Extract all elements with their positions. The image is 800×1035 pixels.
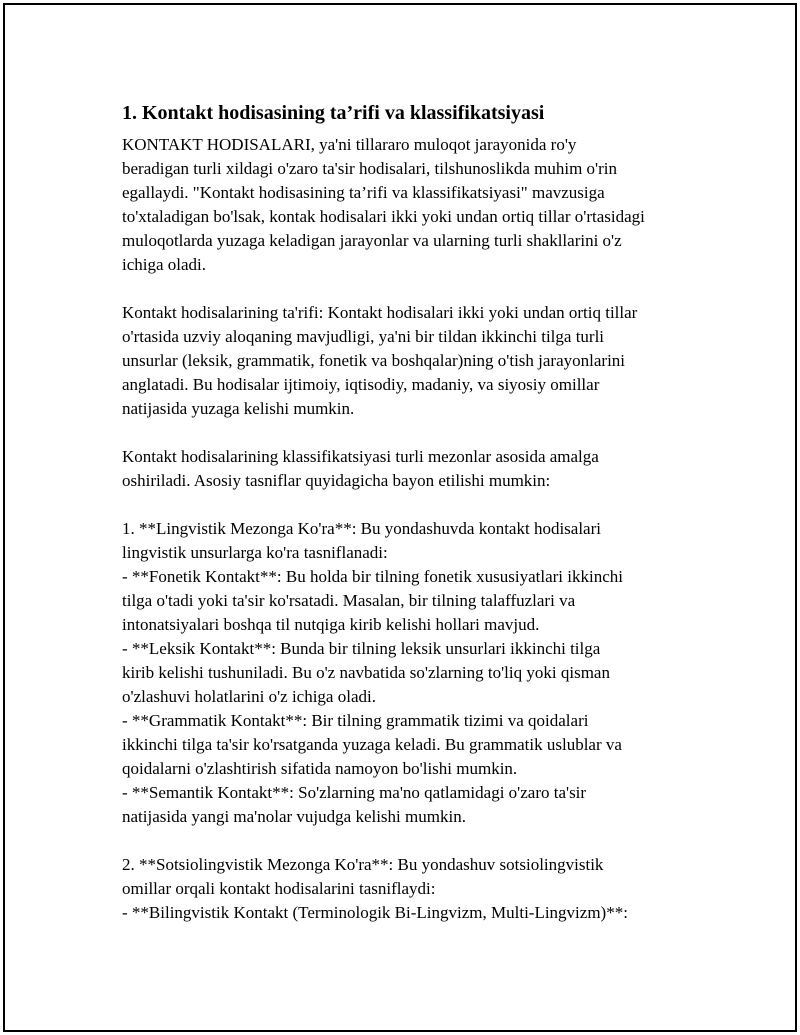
document-title: 1. Kontakt hodisasining ta’rifi va klassifikatsiyasi — [122, 102, 545, 124]
paragraph-definition: Kontakt hodisalarining ta'rifi: Kontakt hodisalari ikki yoki undan ortiq tillar o'rtasida uzviy aloqaning mavjudligi, ya'ni bir tildan ikkinchi tilga turli unsurlar (leksik, grammatik, fonetik va boshqalar)ning o'tish jarayonlarini anglatadi. Bu hodisalar ijtimoiy, iqtisodiy, madaniy, va siyosiy omillar natijasida yuzaga kelishi mumkin. — [122, 303, 638, 418]
paragraph-sociolinguistic-criteria: 2. **Sotsiolingvistik Mezonga Ko'ra**: Bu yondashuv sotsiolingvistik omillar orqali kontakt hodisalarini tasniflaydi: - **Bilingvistik Kontakt (Terminologik Bi-Lingvizm, Multi-Lingvizm)**: — [122, 855, 628, 922]
paragraph-intro: KONTAKT HODISALARI, ya'ni tillararo muloqot jarayonida ro'y beradigan turli xildagi o'zaro ta'sir hodisalari, tilshunoslikda muhim o'rin egallaydi. "Kontakt hodisasining ta’rifi va klassifikatsiyasi" mavzusiga to'xtaladigan bo'lsak, kontak hodisalari ikki yoki undan ortiq tillar o'rtasidagi muloqotlarda yuzaga keladigan jarayonlar va ularning turli shakllarini o'z ichiga oladi. — [122, 135, 645, 274]
paragraph-gap — [122, 493, 702, 517]
paragraph-gap — [122, 829, 702, 853]
paragraph-classification-intro: Kontakt hodisalarining klassifikatsiyasi turli mezonlar asosida amalga oshiriladi. Asosiy tasniflar quyidagicha bayon etilishi mumkin: — [122, 447, 599, 490]
paragraph-gap — [122, 421, 702, 445]
page-frame — [3, 3, 797, 1032]
document-body — [122, 100, 702, 925]
paragraph-linguistic-criteria: 1. **Lingvistik Mezonga Ko'ra**: Bu yondashuvda kontakt hodisalari lingvistik unsurlarga ko'ra tasniflanadi: - **Fonetik Kontakt**: Bu holda bir tilning fonetik xususiyatlari ikkinchi tilga o'tadi yoki ta'sir ko'rsatadi. Masalan, bir tilning talaffuzlari va intonatsiyalari boshqa til nutqiga kirib kelishi hollari mavjud. - **Leksik Kontakt**: Bunda bir tilning leksik unsurlari ikkinchi tilga kirib kelishi tushuniladi. Bu o'z navbatida so'zlarning to'liq yoki qisman o'zlashuvi holatlarini o'z ichiga oladi. - **Grammatik Kontakt**: Bir tilning grammatik tizimi va qoidalari ikkinchi tilga ta'sir ko'rsatganda yuzaga keladi. Bu grammatik uslublar va qoidalarni o'zlashtirish sifatida namoyon bo'lishi mumkin. - **Semantik Kontakt**: So'zlarning ma'no qatlamidagi o'zaro ta'sir natijasida yangi ma'nolar vujudga kelishi mumkin. — [122, 519, 623, 826]
paragraph-gap — [122, 277, 702, 301]
